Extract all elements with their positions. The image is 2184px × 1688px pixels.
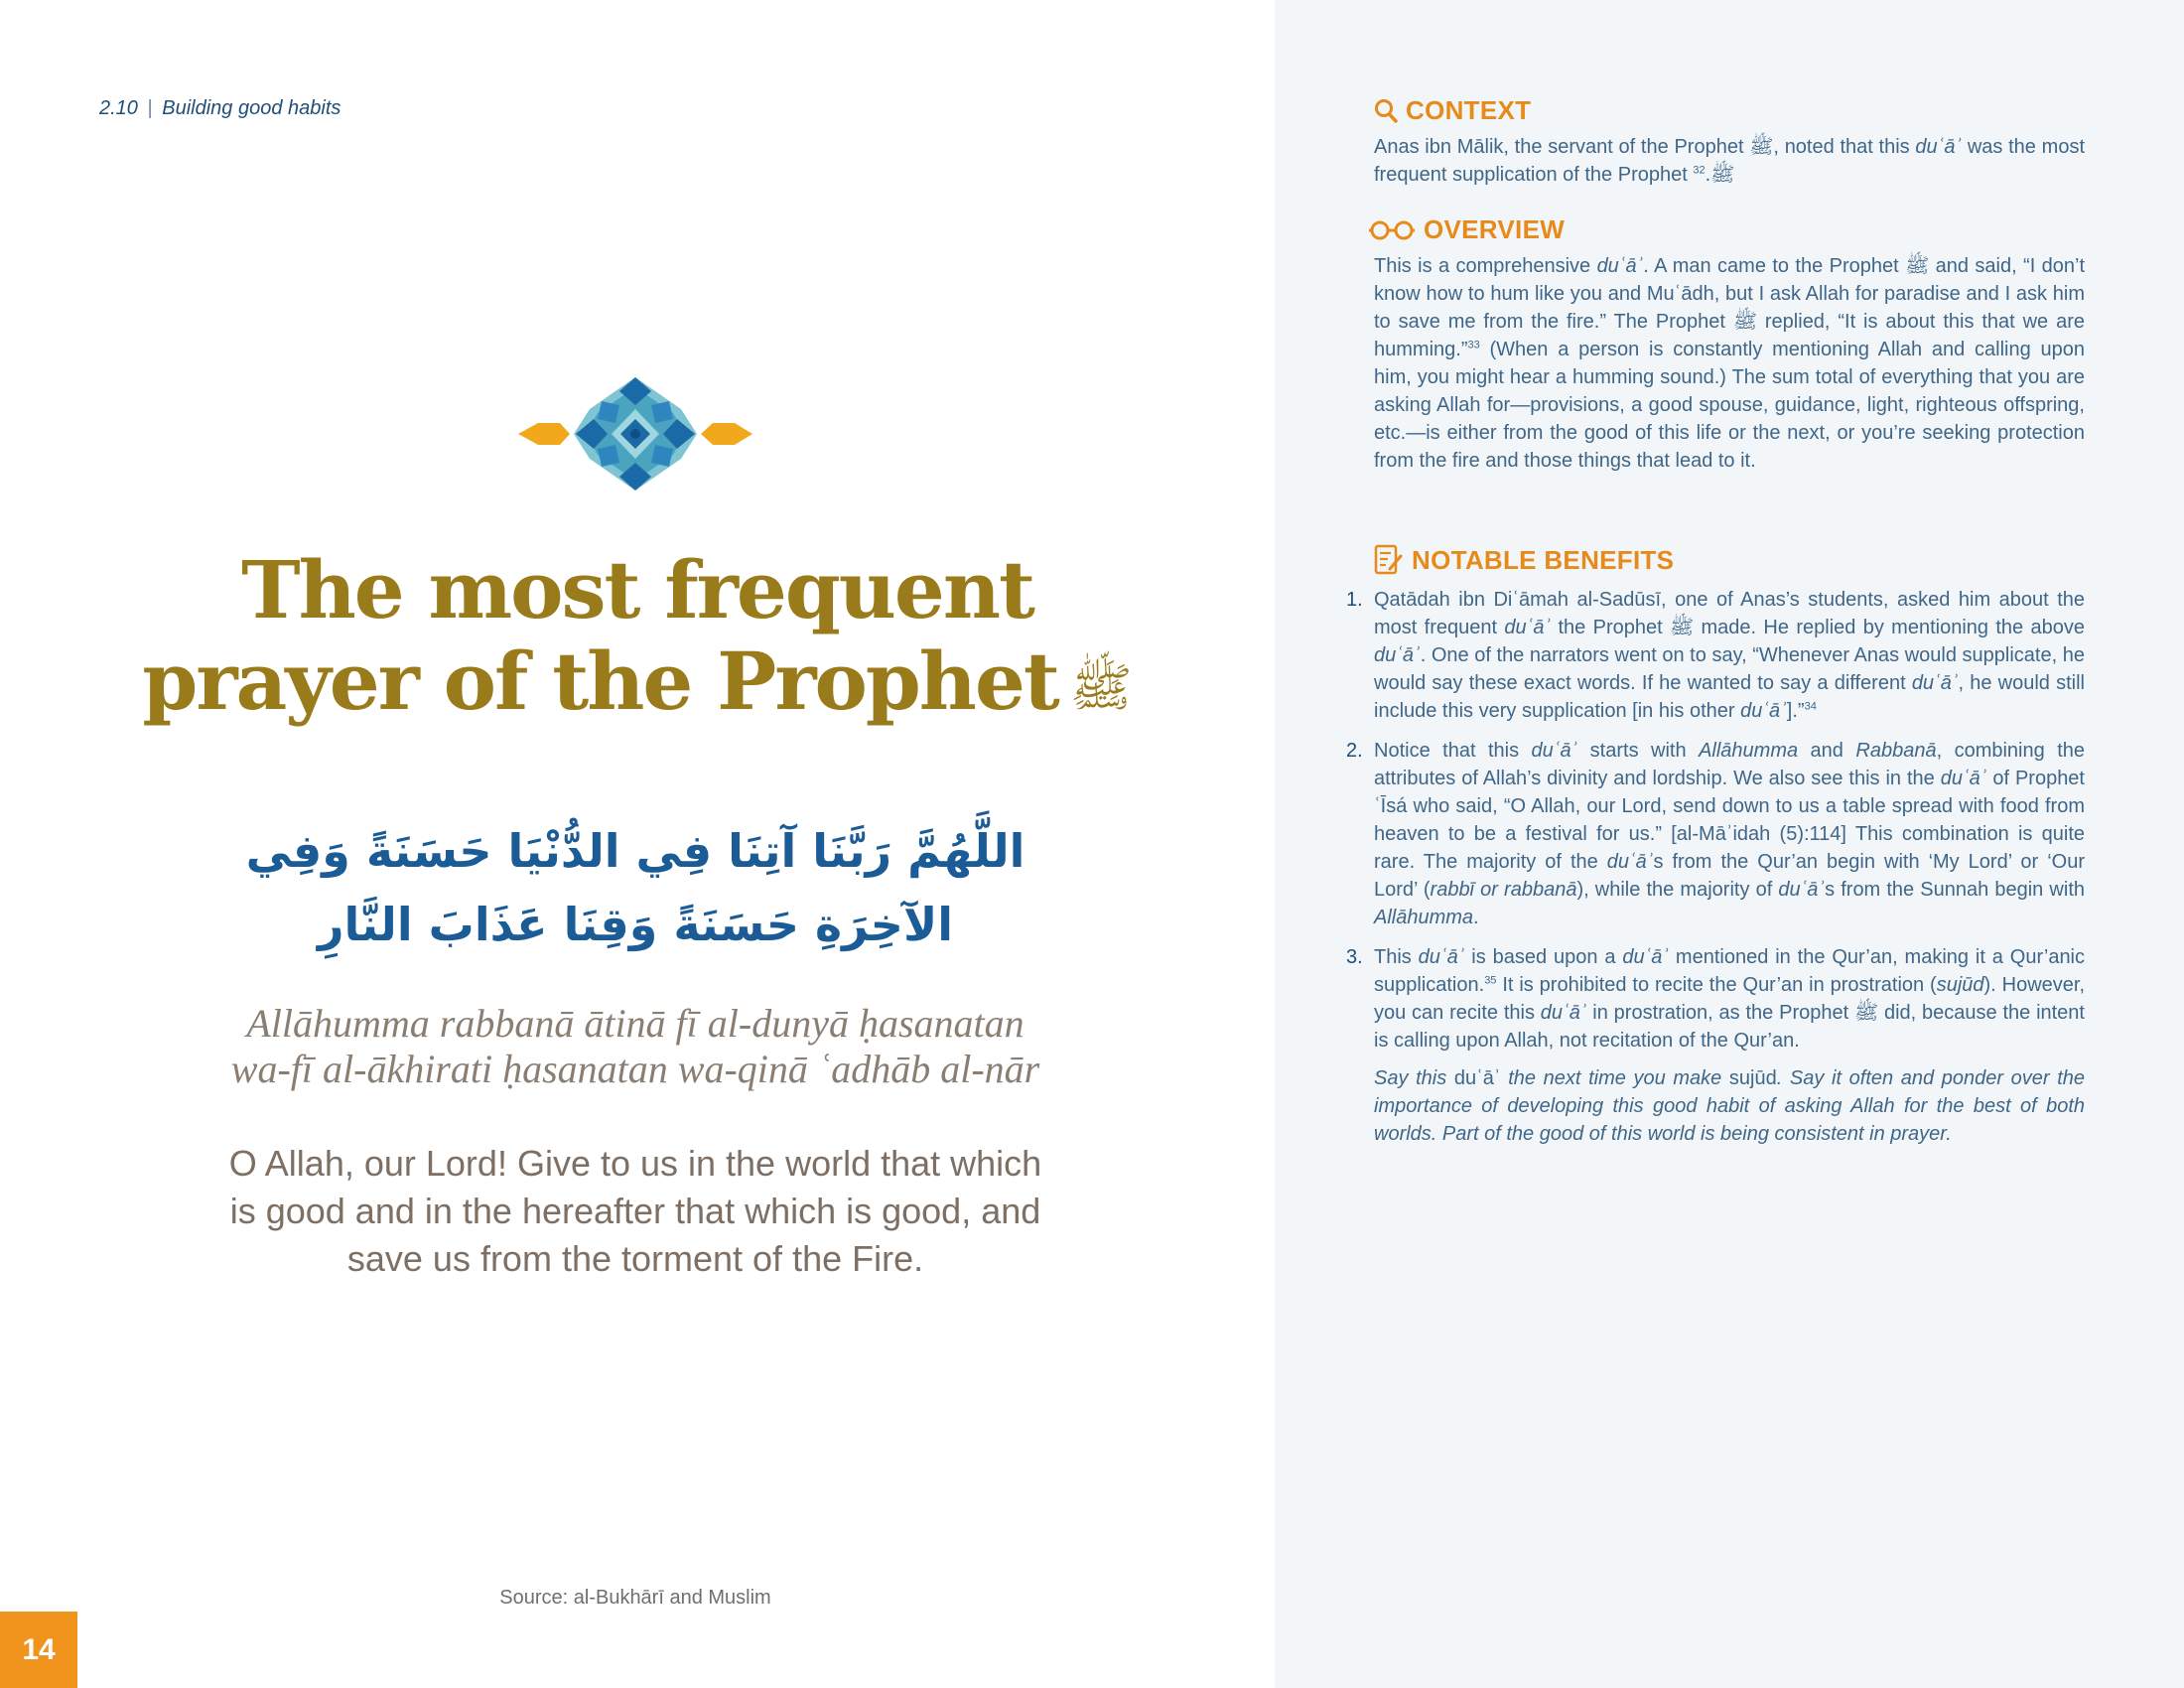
arabic-dua [139,814,1132,961]
list-item-3-number: 3. [1346,946,1363,968]
section-number: 2.10 [99,97,138,119]
source-citation: Source: al-Bukhārī and Muslim [499,1587,771,1609]
arabic-line-1: اللَّهُمَّ رَبَّنَا آتِنَا فِي الدُّنْيَا حَسَنَةً وَفِي [245,824,1025,878]
list-item-2-number: 2. [1346,740,1363,762]
search-icon [1374,98,1398,124]
list-item-3: This duʿāʾ is based upon a duʿāʾ mentioned in the Qur’an, making it a Qur’anic supplication.$^{35}$ It is prohibited to recite the Qur’an in prostration (sujūd). However, you can recite this duʿāʾ in prostration, as the Prophet ﷺ did, because the intent is calling upon Allah, not recitation of the Qur’an. [1374,946,2086,1052]
translation [169,1140,1102,1283]
benefits-heading: NOTABLE BENEFITS [1374,544,1674,576]
list-item-2: Notice that this duʿāʾ starts with Allāhumma and Rabbanā, combining the attributes of Allah’s divinity and lordship. We also see this in the duʿāʾ of Prophet ʿĪsá who said, “O Allah, our Lord, send down to us a table spread with food from heaven to be a festival for us.” [al-Māʾidah (5):114] This combination is quite rare. The majority of the duʿāʾs from the Qur’an begin with ‘My Lord’ or ‘Our Lord’ (rabbī or rabbanā), while the majority of duʿāʾs from the Sunnah begin with Allāhumma. [1374,740,2086,928]
transliteration [139,1001,1132,1092]
arabic-line-2: الآخِرَةِ حَسَنَةً وَقِنَا عَذَابَ النَّارِ [318,898,953,951]
title-line-2: prayer of the Prophet ﷺ [142,634,1133,728]
separator: | [147,97,153,119]
running-head [99,97,341,120]
translation-line-2: is good and in the hereafter that which is good, and [229,1191,1041,1231]
transliteration-line-2: wa-fī al-ākhirati ḥasanatan wa-qinā ʿadhāb al-nār [230,1047,1040,1091]
geometric-ornament-icon [516,369,754,498]
notes-icon [1374,544,1404,576]
list-item-1: Qatādah ibn Diʿāmah al-Sadūsī, one of Anas’s students, asked him about the most frequent duʿāʾ the Prophet ﷺ made. He replied by mentioning the above duʿāʾ. One of the narrators went on to say, “Whenever Anas would supplicate, he would say these exact words. If he wanted to say a different duʿāʾ, he would still include this very supplication [in his other duʿāʾ].”$^{34}$ [1374,589,2085,722]
page-number: 14 [0,1612,77,1688]
glasses-icon [1368,219,1416,241]
translation-line-1: O Allah, our Lord! Give to us in the world that which [228,1143,1042,1184]
honorific-glyph: ﷺ [1069,658,1133,719]
page-title [99,544,1175,734]
chapter-title: Building good habits [162,97,341,119]
title-line-1: The most frequent [241,543,1033,636]
transliteration-line-1: Allāhumma rabbanā ātinā fī al-dunyā ḥasanatan [246,1001,1024,1046]
right-page [1275,0,2184,1688]
overview-heading: OVERVIEW [1368,214,1565,245]
list-item-1-number: 1. [1346,589,1363,611]
translation-line-3: save us from the torment of the Fire. [346,1238,924,1279]
context-text: Anas ibn Mālik, the servant of the Prophet ﷺ, noted that this duʿāʾ was the most frequent supplication of the Prophet ﷺ.$^{32}$ [1374,136,2085,186]
closing-note: Say this duʿāʾ the next time you make sujūd. Say it often and ponder over the importance of developing this good habit of asking Allah for the best of both worlds. Part of the good of this world is being consistent in prayer. [1374,1067,2085,1145]
context-heading: CONTEXT [1374,95,1531,126]
overview-text: This is a comprehensive duʿāʾ. A man came to the Prophet ﷺ and said, “I don’t know how to hum like you and Muʿādh, but I ask Allah for paradise and I ask him to save me from the fire.” The Prophet ﷺ replied, “It is about this that we are humming.”$^{33}$ (When a person is constantly mentioning Allah and calling upon him, you might hear a humming sound.) The sum total of everything that you are asking Allah for—provisions, a good spouse, guidance, light, righteous offspring, etc.—is either from the good of this life or the next, or you’re seeking protection from the fire and those things that lead to it. [1374,255,2086,472]
